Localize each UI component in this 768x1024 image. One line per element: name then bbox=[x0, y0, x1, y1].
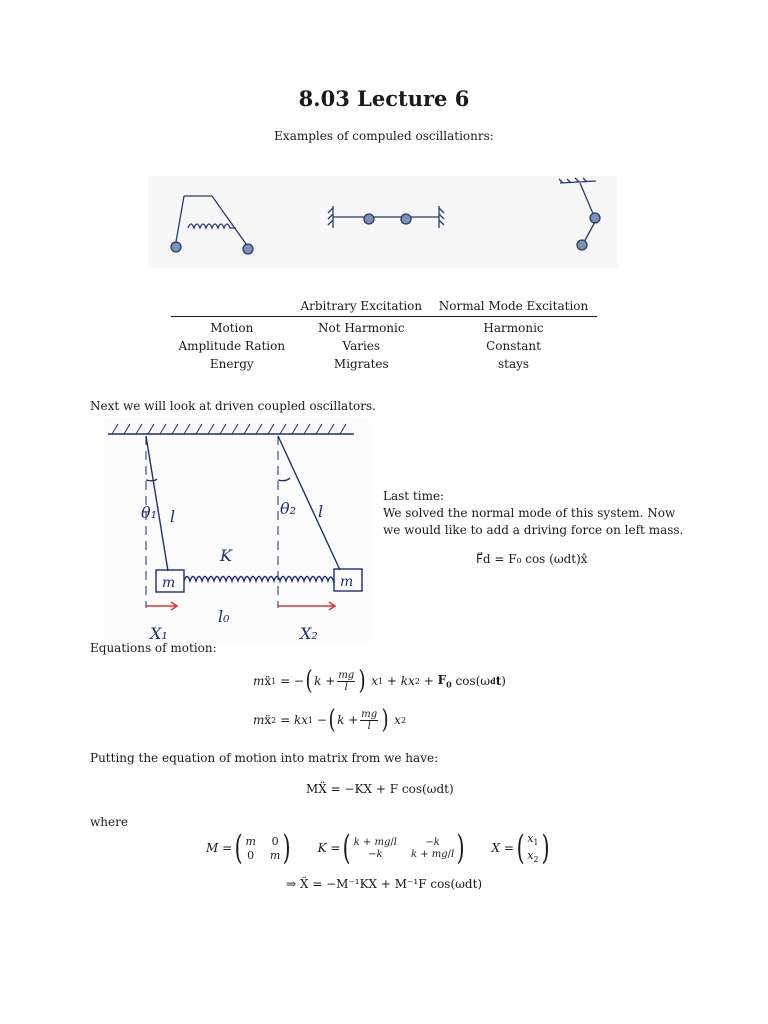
table-row bbox=[171, 355, 597, 373]
mass2-label: m bbox=[340, 574, 354, 590]
l2-label: l bbox=[318, 502, 324, 521]
table-header-row bbox=[171, 298, 597, 317]
acceleration-equation: ⇒ Ẍ = −M⁻¹KX + M⁻¹F cos(ωdt) bbox=[286, 877, 483, 891]
excitation-comparison-table bbox=[171, 298, 597, 373]
driven-intro-text: Next we will look at driven coupled oscillators. bbox=[90, 399, 376, 413]
table-cell: stays bbox=[497, 356, 530, 371]
last-time-paragraph bbox=[383, 488, 693, 539]
table-cell: Varies bbox=[342, 338, 381, 353]
driving-force-equation: F⃗d = F₀ cos (ωdt)x̂ bbox=[476, 552, 588, 566]
l0-label: l₀ bbox=[218, 607, 230, 626]
coupled-oscillators-drawing bbox=[148, 176, 618, 268]
table-row bbox=[171, 337, 597, 355]
x1-label: X₁ bbox=[150, 624, 168, 643]
l1-label: l bbox=[170, 507, 176, 526]
coupled-oscillators-sketch bbox=[148, 176, 618, 268]
last-time-body: We solved the normal mode of this system. Now we would like to add a driving force on left mass. bbox=[383, 506, 684, 537]
last-time-heading: Last time: bbox=[383, 489, 445, 503]
table-cell: Constant bbox=[486, 338, 541, 353]
equation-motion-2: m ẍ 2 = kx 1 − ( k + $\frac{mg}{l}$ ) x 2 bbox=[253, 705, 407, 735]
equation-motion-1: m ẍ 1 = − ( k + $\frac{mg}{l}$ ) x 1 + kx 2 + $F_0$ cos(ω d t ) bbox=[253, 666, 506, 696]
theta1-label: θ₁ bbox=[141, 503, 158, 522]
driven-pendulums-drawing bbox=[104, 418, 369, 644]
table-header-empty bbox=[171, 298, 293, 317]
table-cell: Not Harmonic bbox=[317, 320, 405, 335]
table-cell: Migrates bbox=[333, 356, 389, 371]
table-row bbox=[171, 317, 597, 338]
page-title: 8.03 Lecture 6 bbox=[298, 86, 470, 111]
examples-caption: Examples of compuled oscillationrs: bbox=[274, 129, 494, 143]
driven-pendulums-sketch bbox=[104, 418, 369, 644]
equations-of-motion-label: Equations of motion: bbox=[90, 641, 217, 655]
x2-label: X₂ bbox=[300, 624, 318, 643]
table-header-normal-mode: Normal Mode Excitation bbox=[430, 298, 597, 317]
spring-k-label: K bbox=[220, 546, 232, 565]
where-label: where bbox=[90, 815, 128, 829]
matrix-equation: MẌ = −KX + F cos(ωdt) bbox=[306, 782, 454, 796]
table-cell: Harmonic bbox=[483, 320, 544, 335]
table-cell: Motion bbox=[210, 320, 254, 335]
table-cell: Energy bbox=[209, 356, 254, 371]
table-header-arbitrary: Arbitrary Excitation bbox=[293, 298, 430, 317]
matrix-definitions: M = ( m 0 0 m ) K = ( k + mg/l −k −k k + mg/l ) X = ( $x_1$ $x_2$ ) bbox=[206, 828, 550, 868]
table-cell: Amplitude Ration bbox=[178, 338, 286, 353]
mass1-label: m bbox=[162, 575, 176, 591]
theta2-label: θ₂ bbox=[280, 499, 297, 518]
matrix-form-intro: Putting the equation of motion into matrix from we have: bbox=[90, 751, 439, 765]
